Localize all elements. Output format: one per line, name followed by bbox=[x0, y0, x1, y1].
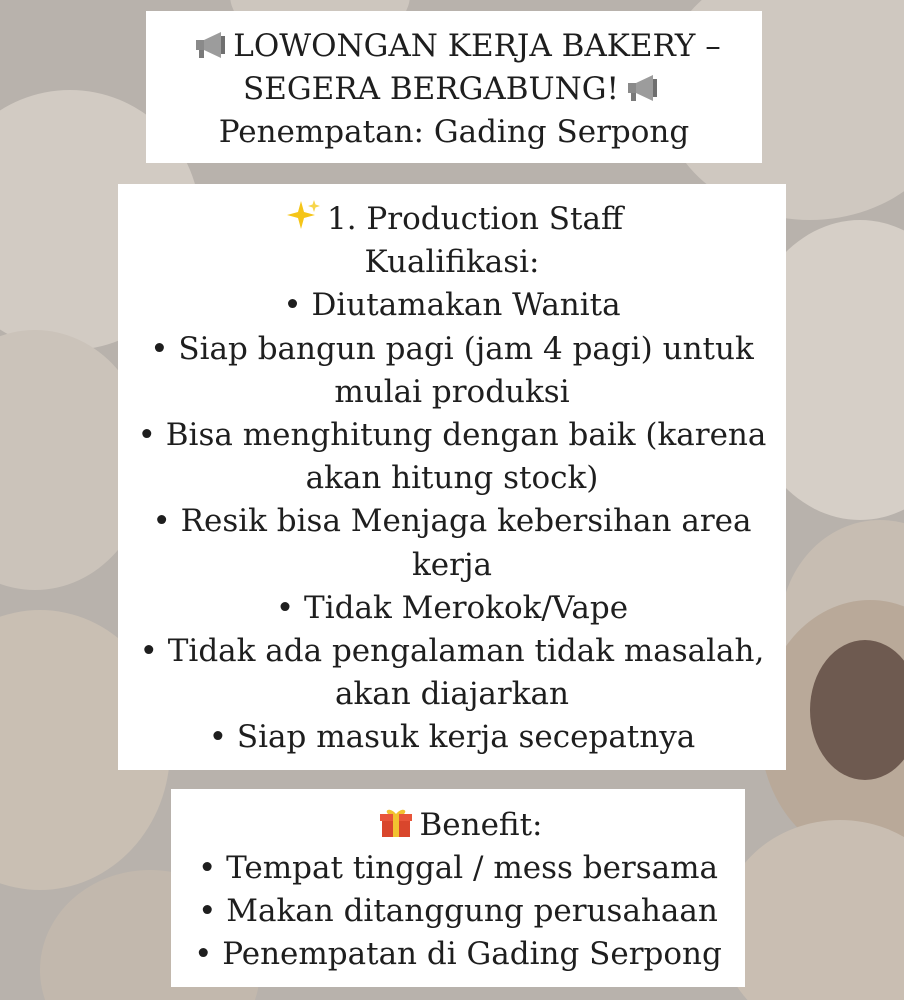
header-line-2: SEGERA BERGABUNG! bbox=[243, 71, 619, 107]
qualification-line: mulai produksi bbox=[334, 373, 570, 410]
benefit-card bbox=[171, 789, 745, 987]
qualifications-heading: Kualifikasi: bbox=[364, 244, 540, 281]
qualification-line: • Siap bangun pagi (jam 4 pagi) untuk bbox=[150, 330, 754, 367]
placement-subtitle: Penempatan: Gading Serpong bbox=[218, 114, 690, 150]
job-title-card bbox=[146, 11, 762, 163]
qualification-line: akan hitung stock) bbox=[305, 460, 599, 497]
bread-bun bbox=[720, 820, 904, 1000]
megaphone-icon bbox=[625, 73, 659, 103]
gift-icon bbox=[379, 807, 413, 839]
benefit-item: • Makan ditanggung perusahaan bbox=[198, 893, 718, 929]
qualification-line: • Tidak Merokok/Vape bbox=[275, 589, 629, 626]
benefit-heading: Benefit: bbox=[419, 807, 543, 843]
qualification-line: • Bisa menghitung dengan baik (karena bbox=[137, 417, 767, 454]
header-line-1: LOWONGAN KERJA BAKERY – bbox=[233, 28, 721, 64]
qualification-line: • Diutamakan Wanita bbox=[283, 287, 621, 324]
megaphone-icon bbox=[193, 30, 227, 60]
benefit-item: • Tempat tinggal / mess bersama bbox=[197, 850, 719, 886]
qualification-line: • Siap masuk kerja secepatnya bbox=[208, 719, 696, 756]
qualification-line: kerja bbox=[411, 546, 493, 583]
sparkles-icon bbox=[287, 199, 321, 233]
qualification-line: • Tidak ada pengalaman tidak masalah, bbox=[139, 633, 765, 670]
qualification-line: akan diajarkan bbox=[335, 676, 569, 713]
position-title: 1. Production Staff bbox=[327, 201, 623, 237]
benefit-item: • Penempatan di Gading Serpong bbox=[194, 936, 722, 972]
qualifications-card bbox=[118, 184, 786, 770]
qualification-line: • Resik bisa Menjaga kebersihan area bbox=[152, 503, 752, 540]
